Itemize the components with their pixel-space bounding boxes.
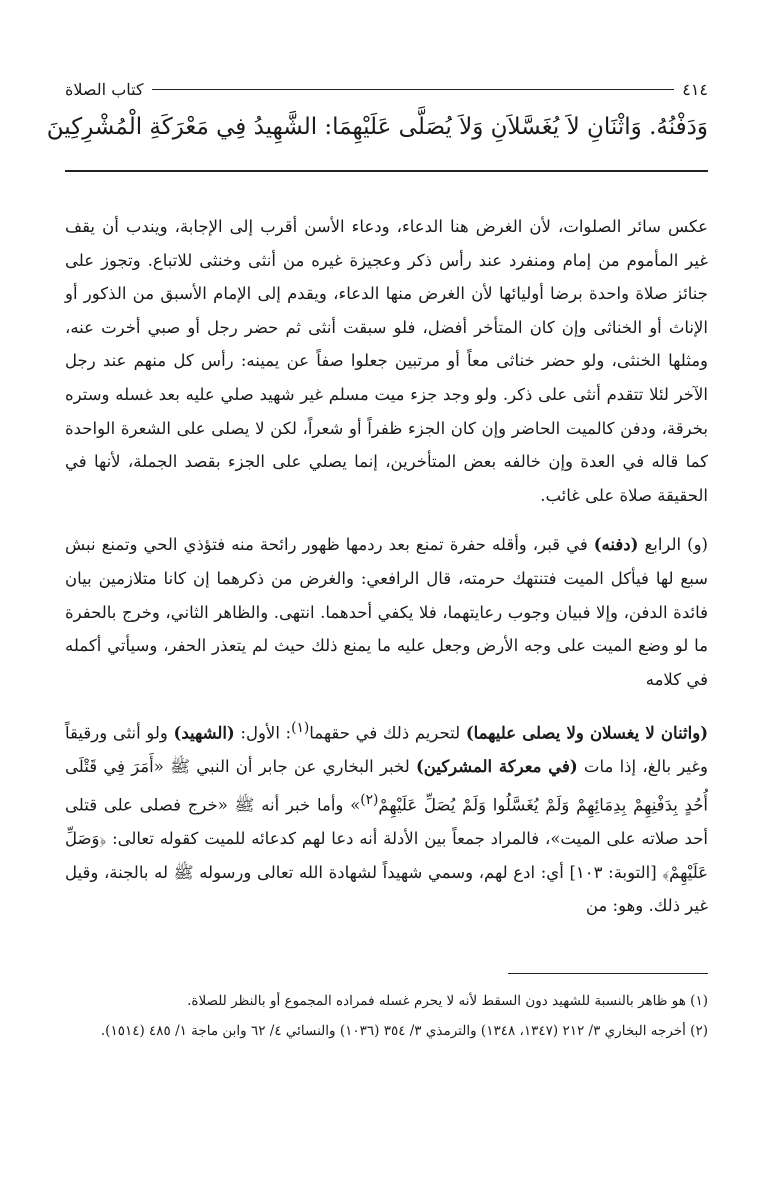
- footnote-rule: [508, 973, 708, 974]
- paragraph: [65, 210, 708, 512]
- book-title: كتاب الصلاة: [65, 80, 144, 99]
- header-rule: [152, 89, 675, 90]
- matn-term: (دفنه): [593, 535, 639, 555]
- running-header: [65, 80, 708, 99]
- paragraph-text: لخبر البخاري عن جابر أن النبي ﷺ «أَمَرَ فِي قَتْلَى أُحُدٍ بِدَفْنِهِمْ بِدِمَائِهِمْ وَلَمْ يُغَسَّلُوا وَلَمْ يُصَلِّ عَلَيْهِمْ: [65, 757, 709, 815]
- footnote: (٢) أخرجه البخاري ٣/ ٢١٢ (١٣٤٧، ١٣٤٨) والترمذي ٣/ ٣٥٤ (١٠٣٦) والنسائي ٤/ ٦٢ وابن ماجة ١/ ٤٨٥ (١٥١٤).: [100, 1023, 708, 1039]
- footnote-ref: (١): [291, 720, 310, 737]
- paragraph: [65, 528, 708, 696]
- commentary-body: [65, 210, 708, 939]
- paragraph-text: لتحريم ذلك في حقهما: [309, 723, 466, 743]
- paragraph-text: ولو أنثى ورقيقاً وغير بالغ، إذا مات: [65, 723, 709, 777]
- paragraph-text: (و) الرابع: [638, 535, 708, 555]
- footnote-ref: (٢): [360, 792, 379, 808]
- paragraph: [65, 712, 708, 923]
- matn-term: (الشهيد): [173, 723, 235, 743]
- footnotes: [65, 988, 708, 1048]
- matn-term: (في معركة المشركين): [415, 757, 578, 777]
- paragraph-text: » وأما خبر أنه ﷺ «خرج فصلى على قتلى أحد صلاته على الميت»، فالمراد جمعاً بين الأدلة أنه دعا لهم كدعائه للميت كقوله تعالى: ﴿وَصَلِّ عَلَيْهِمْ﴾ [التوبة: ١٠٣] أي: ادع لهم، وسمي شهيداً لشهادة الله تعالى ورسوله ﷺ له بالجنة، وقيل غير ذلك. وهو: من: [65, 795, 709, 916]
- title-rule: [65, 170, 708, 172]
- matn-title-line: وَدَفْنُهُ. وَاثْنَانِ لاَ يُغَسَّلاَنِ وَلاَ يُصَلَّى عَلَيْهِمَا: الشَّهِيدُ فِي مَعْرَكَةِ الْمُشْرِكِينَ: [46, 114, 708, 140]
- matn-term: (واثنان لا يغسلان ولا يصلى عليهما): [465, 723, 709, 743]
- paragraph-text: عكس سائر الصلوات، لأن الغرض هنا الدعاء، ودعاء الأسن أقرب إلى الإجابة، ويندب أن يقف غير المأموم من إمام ومنفرد عند رأس ذكر وعجيزة غيره من أنثى وخنثى للاتباع. وتجوز على جنائز صلاة واحدة برضا أوليائها لأن الغرض منها الدعاء، ويقدم إلى الإمام الأسبق من الذكور أو الإناث أو الخناثى وإن كان المتأخر أفضل، فلو سبقت أنثى ثم حضر رجل أو صبي أخرت عنه، ومثلها الخنثى، ولو حضر خناثى معاً أو مرتبين جعلوا صفاً عن يمينه: رأس كل منهم عند رجل الآخر لئلا تتقدم أنثى على ذكر. ولو وجد جزء ميت مسلم غير شهيد صلي عليه بعد غسله وستره بخرقة، ودفن كالميت الحاضر وإن كان الجزء ظفراً أو شعراً، لكن لا يصلى على الشعرة الواحدة كما قاله في العدة وإن خالفه بعض المتأخرين، إنما يصلي على الجزء بقصد الجملة، لأنها في الحقيقة صلاة على غائب.: [65, 217, 708, 505]
- page-number: ٤١٤: [682, 80, 708, 99]
- paragraph-text: : الأول:: [234, 723, 292, 743]
- paragraph-text: في قبر، وأقله حفرة تمنع بعد ردمها ظهور رائحة منه فتؤذي الحي وتمنع نبش سبع لها فيأكل الميت فتنتهك حرمته، قال الرافعي: والغرض من ذكرهما إن كانا متلازمين بيان فائدة الدفن، وإلا فبيان وجوب رعايتهما، فلا يكفي أحدهما. انتهى. والظاهر الثاني، وخرج بالحفرة ما لو وضع الميت على وجه الأرض وجعل عليه ما يمنع ذلك حيث لم يتعذر الحفر، وسيأتي أكمله في كلامه: [65, 535, 708, 689]
- footnote: (١) هو ظاهر بالنسبة للشهيد دون السقط لأنه لا يحرم غسله فمراده المجموع أو بالنظر للصلاة.: [187, 993, 708, 1009]
